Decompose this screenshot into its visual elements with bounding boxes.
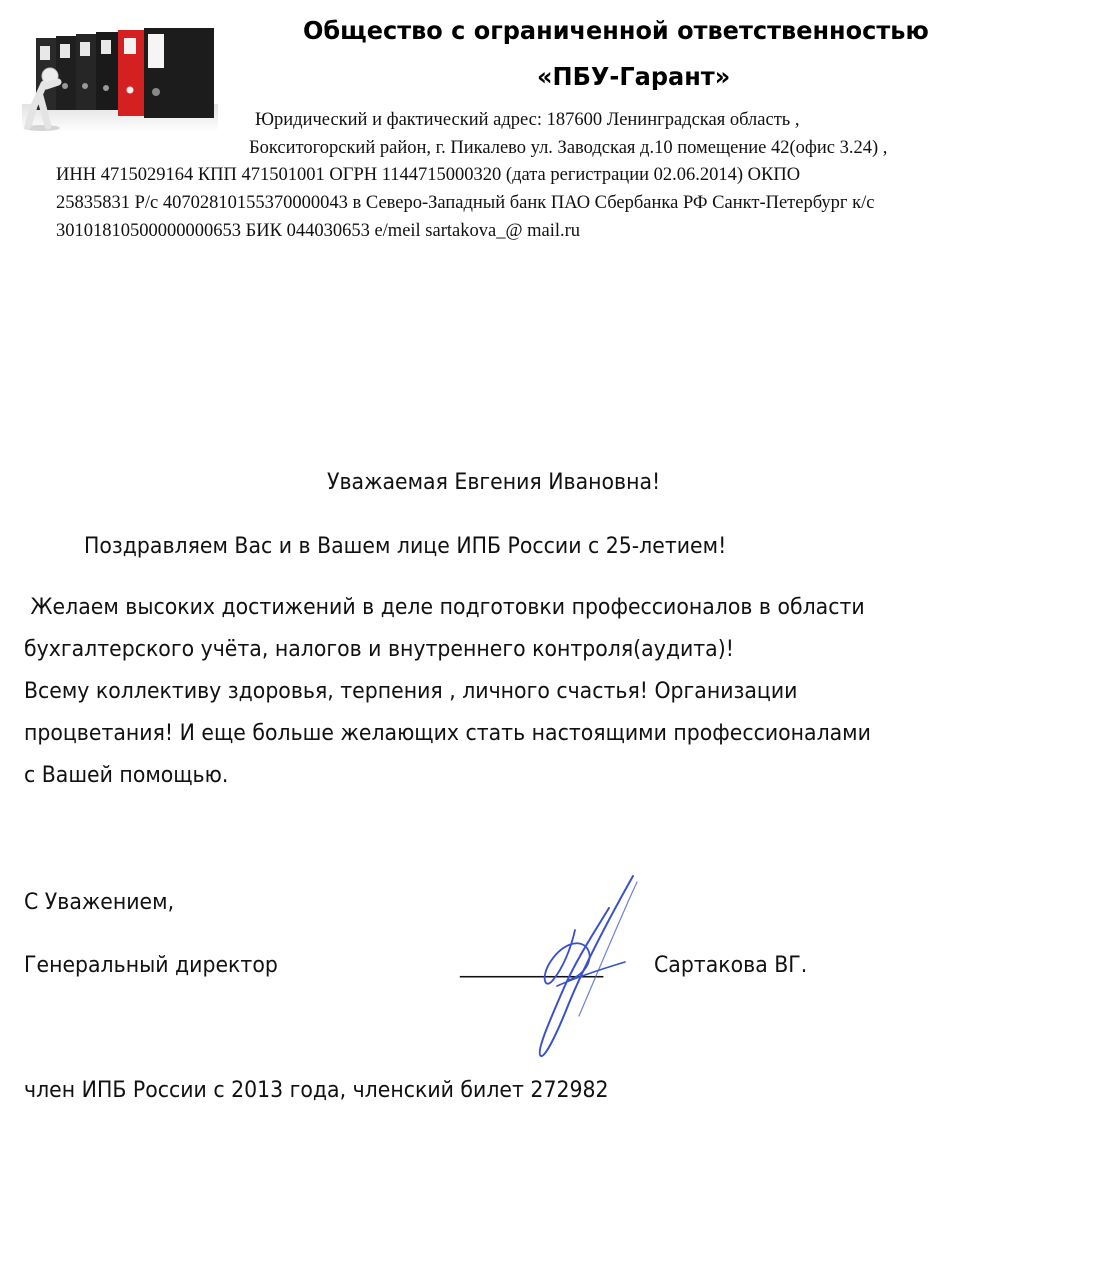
- membership-note: член ИПБ России с 2013 года, членский билет 272982: [24, 1078, 609, 1103]
- organization-brand: «ПБУ-Гарант»: [537, 62, 731, 91]
- requisites-line: Юридический и фактический адрес: 187600 Ленинградская область ,: [255, 110, 800, 130]
- logo-binders-image: [22, 26, 218, 132]
- wishes-line: Всему коллективу здоровья, терпения , личного счастья! Организации: [24, 679, 798, 704]
- congratulation-text: Поздравляем Вас и в Вашем лице ИПБ России с 25-летием!: [84, 534, 727, 559]
- wishes-line: процветания! И еще больше желающих стать настоящими профессионалами: [24, 721, 871, 746]
- requisites-line: 25835831 Р/с 40702810155370000043 в Северо-Западный банк ПАО Сбербанка РФ Санкт-Петербург к/с: [56, 193, 875, 213]
- signer-name: Сартакова ВГ.: [654, 953, 808, 978]
- requisites-line: Бокситогорский район, г. Пикалево ул. Заводская д.10 помещение 42(офис 3.24) ,: [249, 138, 888, 158]
- wishes-line: с Вашей помощью.: [24, 763, 229, 788]
- handwritten-signature: [505, 868, 655, 1068]
- signature-line: ______________: [460, 953, 604, 978]
- wishes-line: бухгалтерского учёта, налогов и внутреннего контроля(аудита)!: [24, 637, 734, 662]
- signer-position: Генеральный директор: [24, 953, 278, 978]
- organization-name: Общество с ограниченной ответственностью: [303, 16, 929, 45]
- wishes-line: Желаем высоких достижений в деле подготовки профессионалов в области: [24, 595, 865, 620]
- closing-phrase: С Уважением,: [24, 890, 175, 915]
- requisites-line: 30101810500000000653 БИК 044030653 e/meil sartakova_@ mail.ru: [56, 221, 581, 241]
- requisites-line: ИНН 4715029164 КПП 471501001 ОГРН 1144715000320 (дата регистрации 02.06.2014) ОКПО: [56, 165, 801, 185]
- salutation: Уважаемая Евгения Ивановна!: [327, 470, 661, 495]
